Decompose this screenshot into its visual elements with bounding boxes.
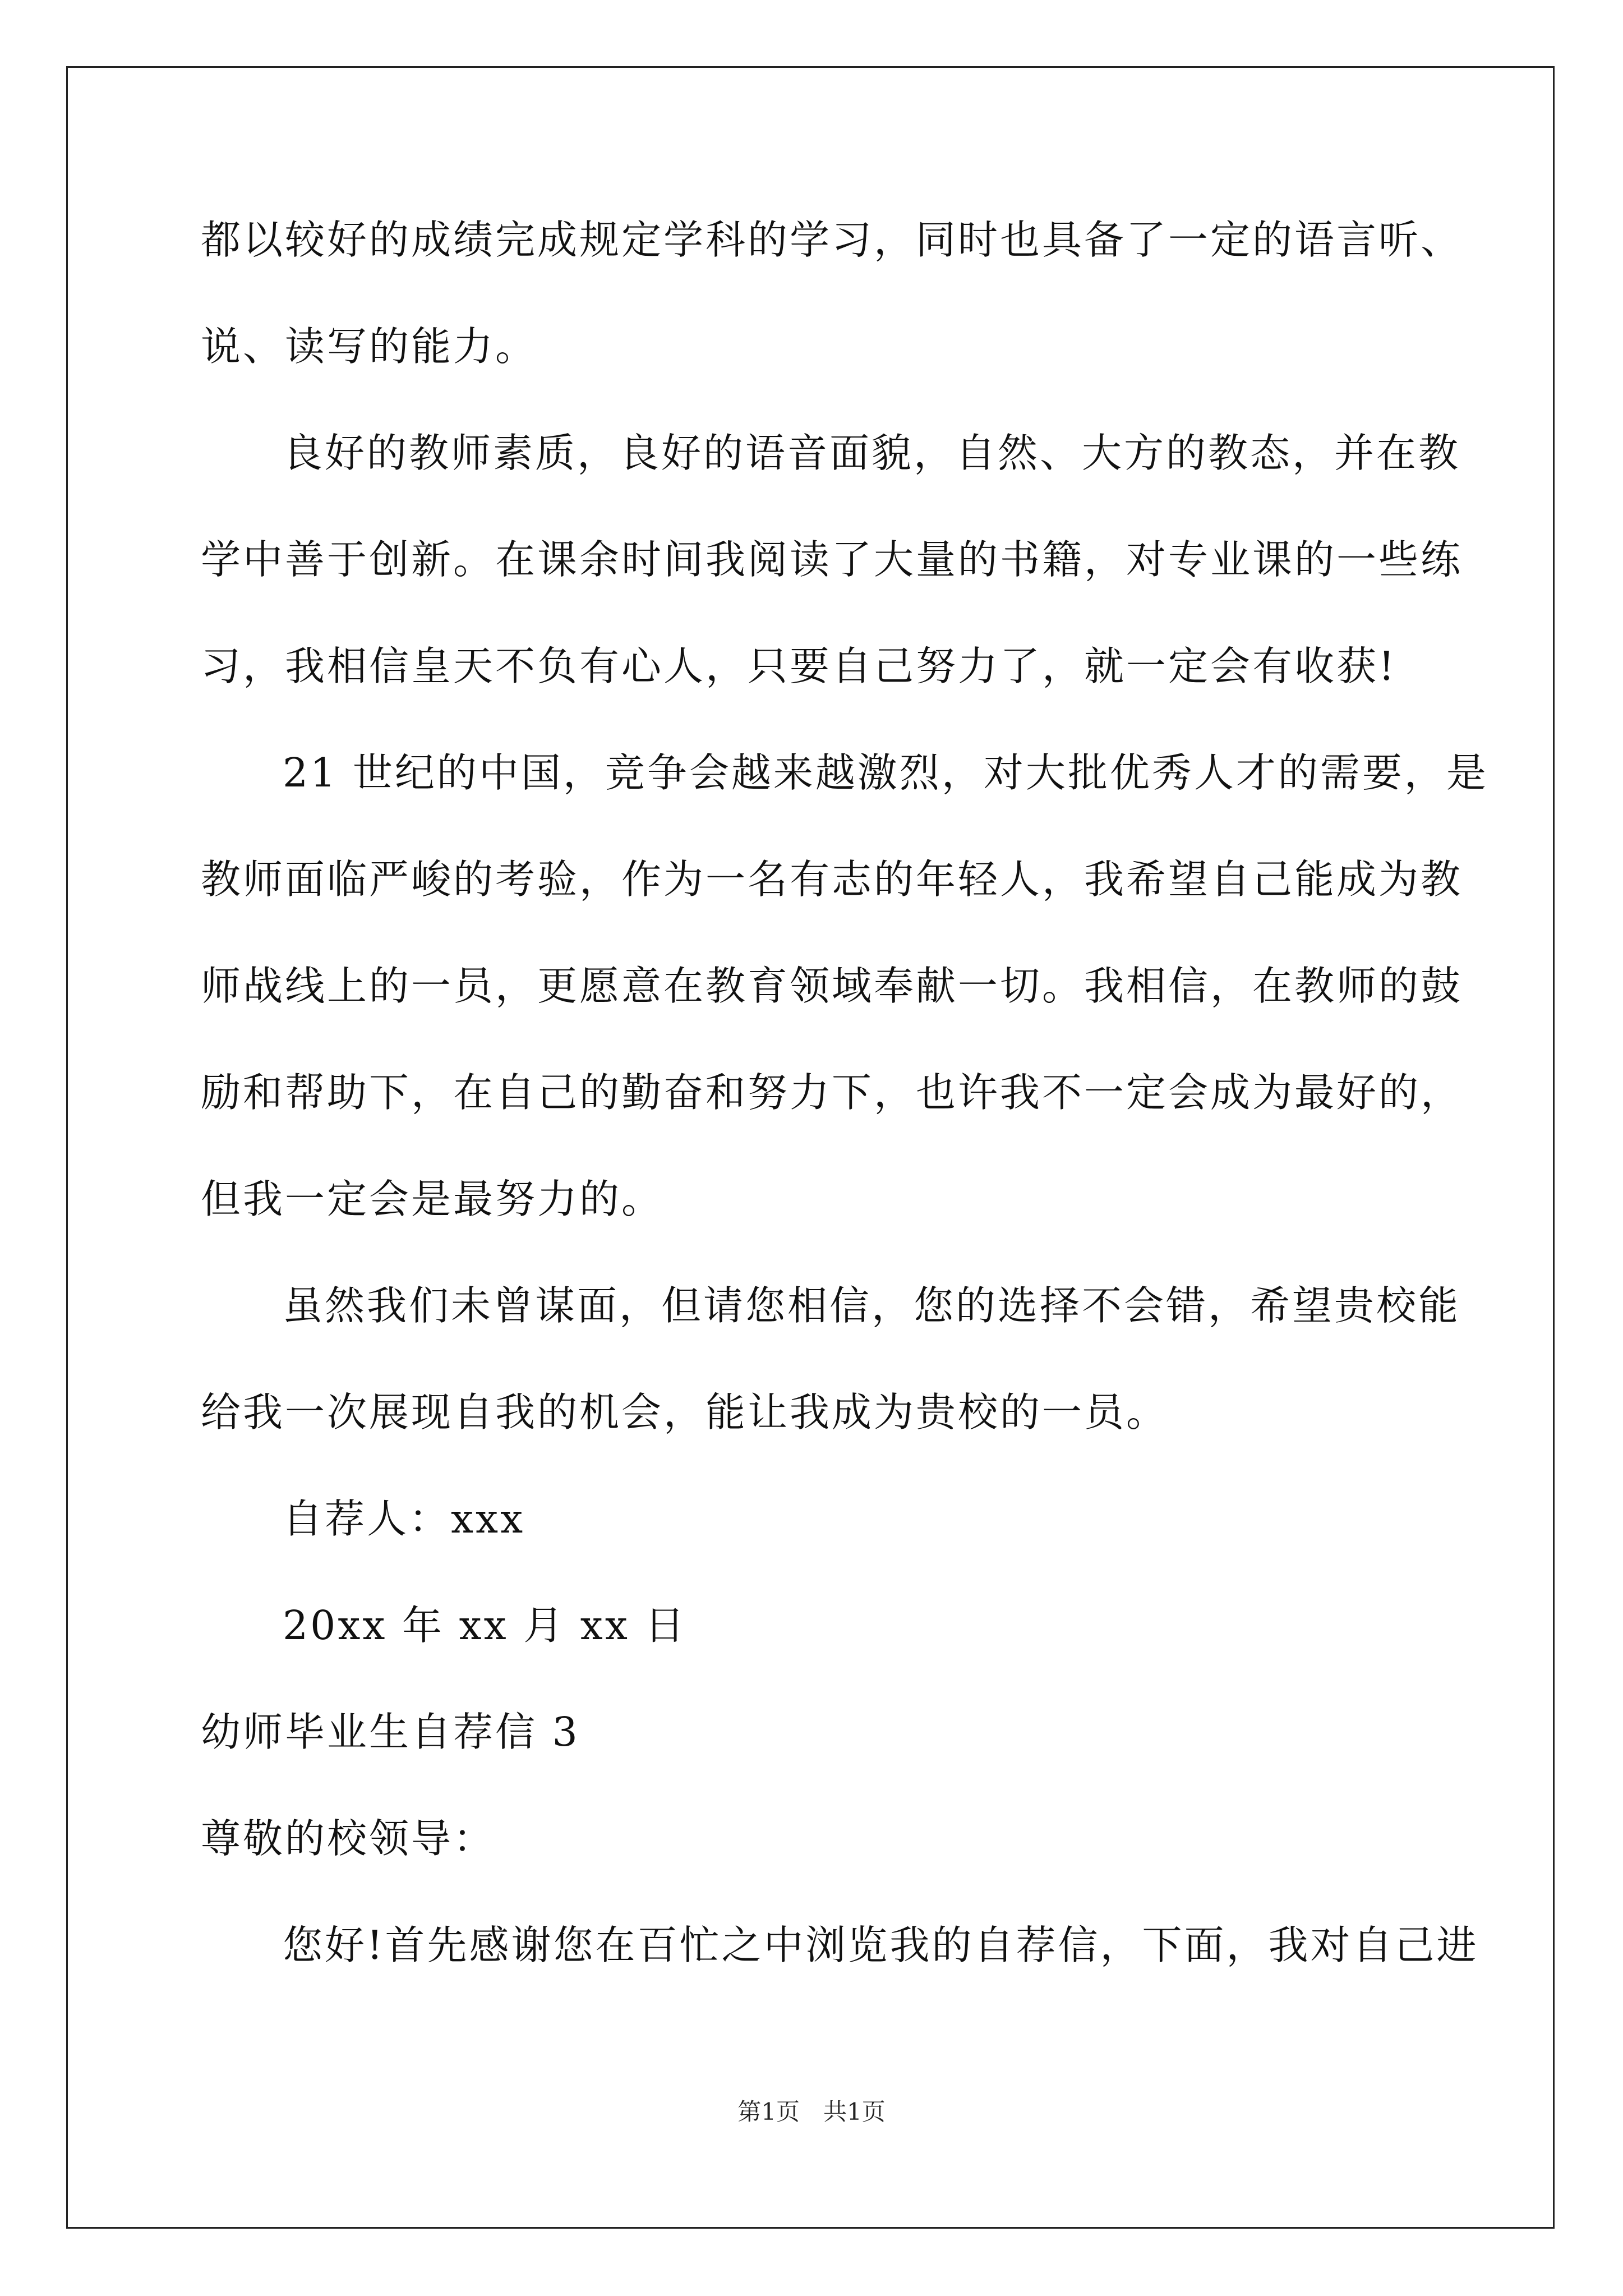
text-line: 师战线上的一员，更愿意在教育领域奉献一切。我相信，在教师的鼓: [201, 963, 1463, 1009]
text-line: 励和帮助下，在自己的勤奋和努力下，也许我不一定会成为最好的，: [201, 1069, 1463, 1116]
text-line: 习，我相信皇天不负有心人，只要自己努力了，就一定会有收获!: [201, 643, 1397, 689]
page-number-footer: 第1页 共1页: [737, 2098, 886, 2125]
text-line: 教师面临严峻的考验，作为一名有志的年轻人，我希望自己能成为教: [201, 856, 1463, 903]
text-line: 但我一定会是最努力的。: [201, 1176, 664, 1222]
text-line: 良好的教师素质，良好的语音面貌，自然、大方的教态，并在教: [283, 430, 1461, 476]
salutation: 尊敬的校领导：: [201, 1815, 496, 1862]
text-line: 21 世纪的中国，竞争会越来越激烈，对大批优秀人才的需要，是: [283, 749, 1488, 796]
page-border: [66, 66, 1555, 2229]
text-line: 虽然我们未曾谋面，但请您相信，您的选择不会错，希望贵校能: [283, 1282, 1461, 1329]
text-line: 给我一次展现自我的机会，能让我成为贵校的一员。: [201, 1389, 1169, 1435]
text-line: 说、读写的能力。: [201, 323, 538, 370]
text-line: 学中善于创新。在课余时间我阅读了大量的书籍，对专业课的一些练: [201, 536, 1463, 583]
text-line: 都以较好的成绩完成规定学科的学习，同时也具备了一定的语言听、: [201, 217, 1463, 263]
text-line: 您好!首先感谢您在百忙之中浏览我的自荐信，下面，我对自己进: [283, 1922, 1479, 1968]
date-line: 20xx 年 xx 月 xx 日: [283, 1602, 687, 1649]
section-title: 幼师毕业生自荐信 3: [201, 1709, 580, 1755]
signature-line: 自荐人：xxx: [283, 1496, 525, 1542]
